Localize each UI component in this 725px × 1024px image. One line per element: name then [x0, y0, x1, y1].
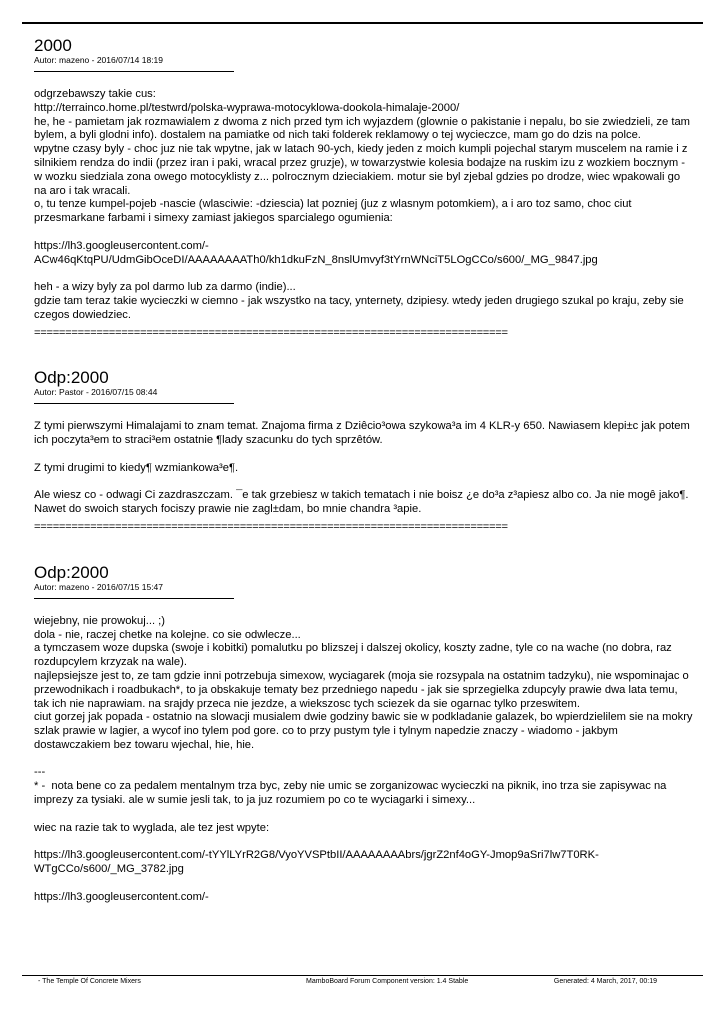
footer-generated-date: Generated: 4 March, 2017, 00:19: [553, 978, 657, 985]
footer-site-name: - The Temple Of Concrete Mixers: [38, 978, 141, 985]
forum-post: [34, 368, 694, 534]
post-paragraph: Z tymi drugimi to kiedy¶ wzmiankowa³e¶.: [34, 461, 239, 474]
post-title: Odp:2000: [34, 368, 109, 388]
post-image-link[interactable]: https://lh3.googleusercontent.com/-ACw46qKtqPU/UdmGibOceDI/AAAAAAAATh0/kh1dkuFzN_8nslUmvyf3tYrnWNciT5LOgCCo/s600/_MG_9847.jpg: [34, 239, 598, 266]
title-divider: [34, 71, 234, 72]
forum-thread: [34, 36, 694, 904]
post-separator: ============================================================================: [34, 520, 508, 533]
post-paragraph: wiec na razie tak to wyglada, ale tez jest wpyte:: [34, 821, 270, 834]
post-paragraph: Ale wiesz co - odwagi Ci zazdraszczam. ¯e tak grzebiesz w takich tematach i nie boisz ¿e do³a z³apiesz albo co. Ja nie mogê jako¶. Nawet do swoich starych fociszy prawie nie zagl±dam, bo mnie chandra ³apie.: [34, 489, 692, 516]
post-image-link[interactable]: https://lh3.googleusercontent.com/-tYYlLYrR2G8/VyoYVSPtbII/AAAAAAAAbrs/jgrZ2nf4oGY-Jmop9aSri7lw7T0RK-WTgCCo/s600/_MG_3782.jpg: [34, 849, 599, 876]
footer-rule: [22, 975, 703, 976]
post-body: [34, 88, 694, 323]
top-rule: [22, 22, 703, 24]
title-divider: [34, 403, 234, 404]
forum-post: [34, 563, 694, 905]
post-body: [34, 615, 694, 905]
post-body: [34, 420, 694, 517]
post-paragraph: Z tymi pierwszymi Himalajami to znam temat. Znajoma firma z Dziêcio³owa szykowa³a im 4 KLR-y 650. Nawiasem klepi±c jak potem ich poczyta³em to straci³em ostatnie ¶lady szacunku do tych sprzêtów.: [34, 420, 693, 447]
post-author-date: Autor: mazeno - 2016/07/15 15:47: [34, 581, 164, 592]
post-image-link[interactable]: https://lh3.googleusercontent.com/-: [34, 890, 209, 903]
post-paragraph: heh - a wizy byly za pol darmo lub za darmo (indie)... gdzie tam teraz takie wycieczki w ciemno - jak wszystko na tacy, ynternety, dzipiesy. wtedy jeden drugiego szukal po kraju, zeby sie czegos dowiedziec.: [34, 281, 684, 321]
post-footnote: --- * - nota bene co za pedalem mentalnym trza byc, zeby nie umic se zorganizowac wycieczki na piknik, ino trza sie zapisywac na imprezy za tysiaki. ale w sumie jesli tak, to ja juz rozumiem po co te wyciagarki i simexy...: [34, 766, 667, 807]
post-title: Odp:2000: [34, 562, 109, 582]
post-paragraph: wiejebny, nie prowokuj... ;) dola - nie, raczej chetke na kolejne. co sie odwlecze... a tymczasem woze dupska (swoje i kobitki) pomalutku po blizszej i dalszej okolicy, koszty zadne, tyle co na wache (no dobra, raz rozdupcylem krzyzak na wale). najlepsiejsze jest to, ze tam gdzie inni potrzebuja simexow, wyciagarek (moja sie rozsypala na ostatnim tadzyku), nie wspominajac o przewodnikach i roadbukach*, to ja obskakuje tematy bez przedniego napedu - jak sie sprzegielka zdupcyly prawie dwa lata temu, tak ich nie naprawiam. na srajdy przeca nie jezdze, a wiekszosc tych sciezek da sie ogarnac tylko przeswitem. ciut gorzej jak popada - ostatnio na slowacji musialem dwie godziny bawic sie w podkladanie galazek, bo wpierdzielilem sie na mokry szlak prawie w lagier, a wycof ino tylem pod gore. co to przy pustym tyle i tylnym napedzie znaczy - wiadomo - jakbym dostawczakiem bez towaru wjechal, hie, hie.: [34, 614, 693, 751]
footer-component-version: MamboBoard Forum Component version: 1.4 Stable: [306, 978, 469, 985]
post-title: 2000: [34, 36, 72, 55]
post-author-date: Autor: Pastor - 2016/07/15 08:44: [34, 387, 158, 398]
post-paragraph: odgrzebawszy takie cus: http://terrainco.home.pl/testwrd/polska-wyprawa-motocyklowa-dookola-himalaje-2000/ he, he - pamietam jak rozmawialem z dwoma z nich przed tym ich wyjazdem (glownie o pakistanie i nepalu, bo sie zwiedzieli, ze tam bylem, a byli glodni info). dostalem na pamiatke od nich taki folderek reklamowy o tej wycieczce, mam go do dzis na polce. wpytne czasy byly - choc juz nie tak wpytne, jak w latach 90-ych, kiedy jeden z moich kumpli pojechal starym muscelem na ramie i z silnikiem rendza do indii (przez iran i paki, wracal przez gruzje), w towarzystwie kolesia bodajze na ruskim izu z wozkiem bocznym - w wozku siedziala zona owego motocyklisty z... polrocznym dzieciakiem. motur sie byl zjebal gdzies po drodze, wiec wpakowali go na aro i tak wracali. o, tu tenze kumpel-pojeb -nascie (wlasciwie: -dziescia) lat pozniej (juz z wlasnym potomkiem), a i aro toz samo, choc ciut przesmarkane farbami i simexy zamiast jakiegos sparcialego ogumienia:: [34, 88, 690, 225]
post-separator: ============================================================================: [34, 326, 508, 339]
post-author-date: Autor: mazeno - 2016/07/14 18:19: [34, 55, 164, 65]
forum-post: [34, 36, 694, 340]
title-divider: [34, 598, 234, 599]
